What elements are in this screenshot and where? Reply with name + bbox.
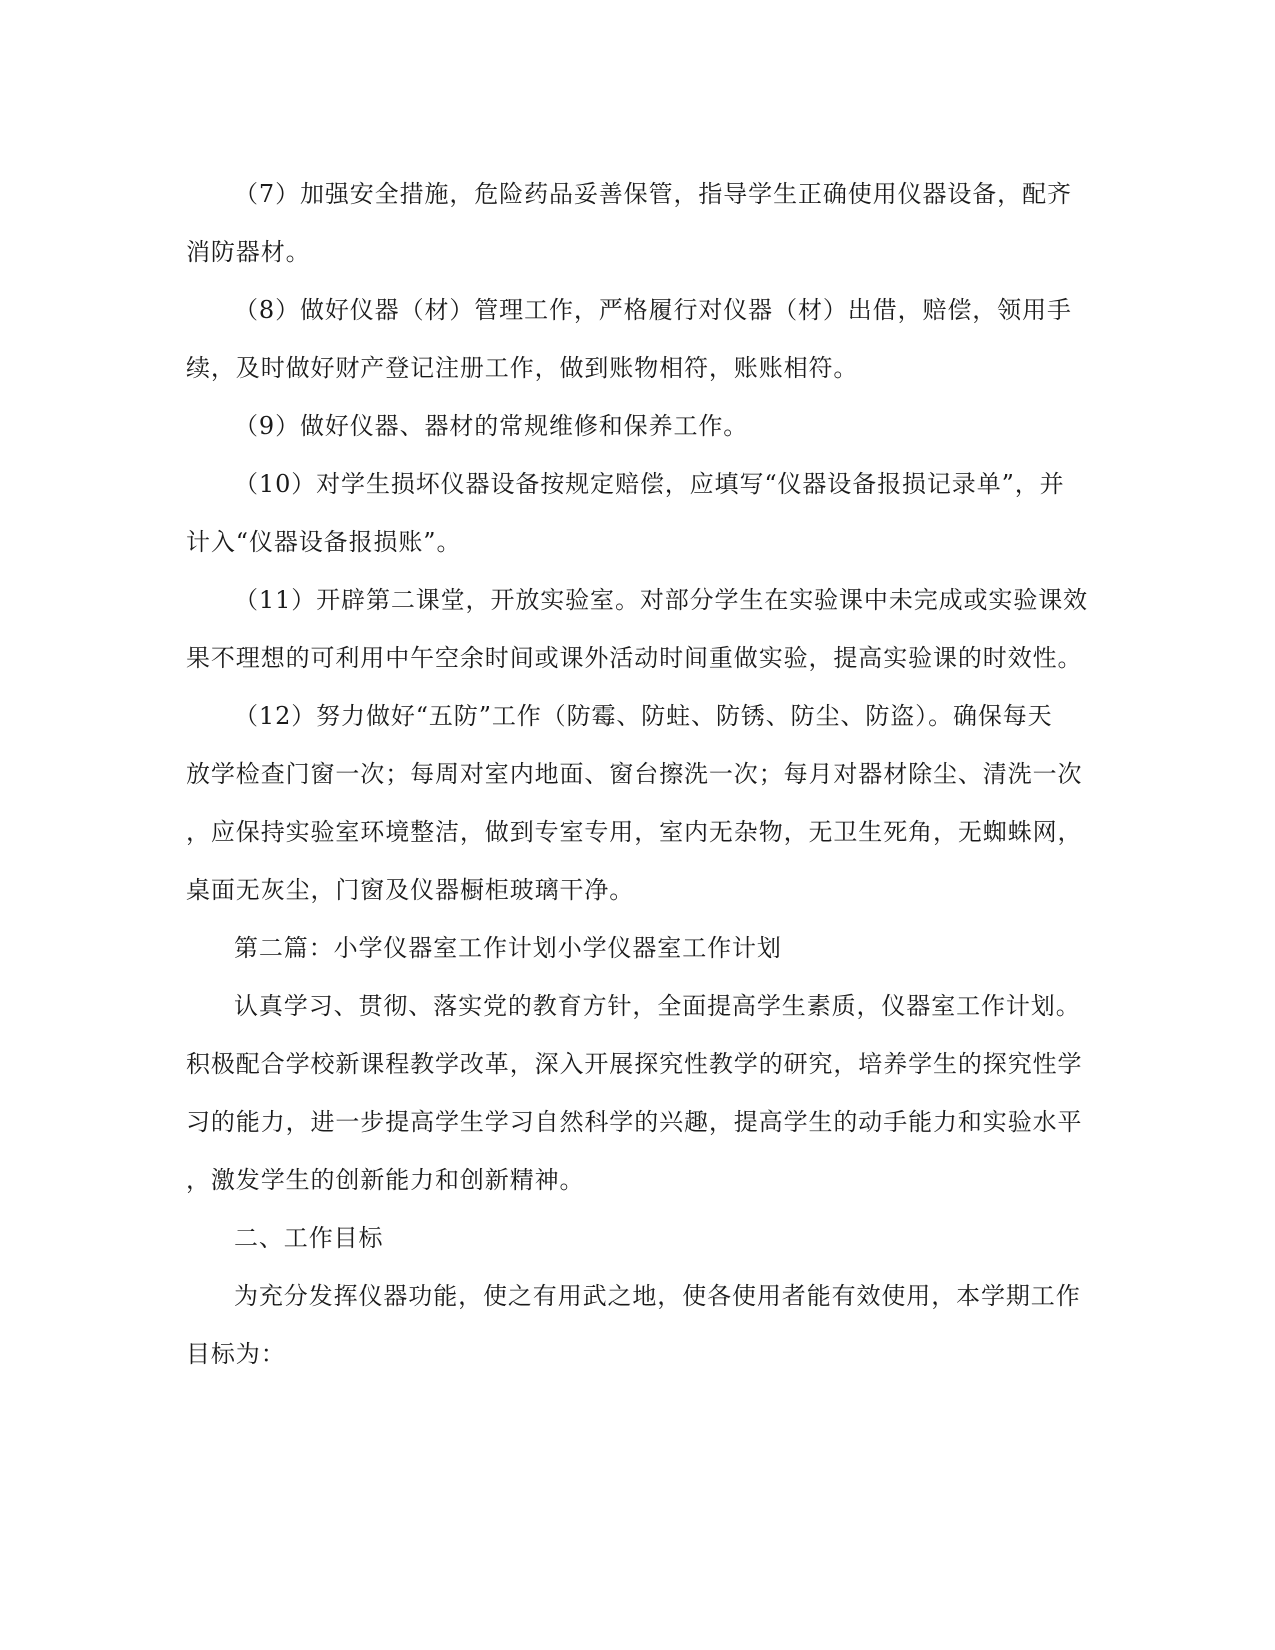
item-8-line-2: 续，及时做好财产登记注册工作，做到账物相符，账账相符。 [186, 354, 859, 382]
item-12-line-2: 放学检查门窗一次；每周对室内地面、窗台擦洗一次；每月对器材除尘、清洗一次 [186, 760, 1083, 788]
item-12-line-3: ，应保持实验室环境整洁，做到专室专用，室内无杂物，无卫生死角，无蜘蛛网， [186, 818, 1083, 846]
item-9-line-1: （9）做好仪器、器材的常规维修和保养工作。 [234, 412, 749, 440]
item-11-line-1: （11）开辟第二课堂，开放实验室。对部分学生在实验课中未完成或实验课效 [234, 586, 1089, 614]
section-heading: 第二篇：小学仪器室工作计划小学仪器室工作计划 [234, 934, 782, 962]
item-12-line-4: 桌面无灰尘，门窗及仪器橱柜玻璃干净。 [186, 876, 635, 904]
goals-line-2: 目标为： [186, 1340, 286, 1368]
item-11-line-2: 果不理想的可利用中午空余时间或课外活动时间重做实验，提高实验课的时效性。 [186, 644, 1083, 672]
intro-line-4: ，激发学生的创新能力和创新精神。 [186, 1166, 585, 1194]
document-body [186, 165, 1089, 1383]
goals-line-1: 为充分发挥仪器功能，使之有用武之地，使各使用者能有效使用，本学期工作 [234, 1282, 1081, 1310]
intro-line-3: 习的能力，进一步提高学生学习自然科学的兴趣，提高学生的动手能力和实验水平 [186, 1108, 1083, 1136]
item-8-line-1: （8）做好仪器（材）管理工作，严格履行对仪器（材）出借，赔偿，领用手 [234, 296, 1072, 324]
item-7-line-2: 消防器材。 [186, 238, 311, 266]
item-10-line-2: 计入“仪器设备报损账”。 [186, 528, 462, 556]
goals-heading: 二、工作目标 [234, 1224, 384, 1252]
intro-line-1: 认真学习、贯彻、落实党的教育方针，全面提高学生素质，仪器室工作计划。 [234, 992, 1081, 1020]
item-10-line-1: （10）对学生损坏仪器设备按规定赔偿，应填写“仪器设备报损记录单”，并 [234, 470, 1065, 498]
intro-line-2: 积极配合学校新课程教学改革，深入开展探究性教学的研究，培养学生的探究性学 [186, 1050, 1083, 1078]
item-12-line-1: （12）努力做好“五防”工作（防霉、防蛀、防锈、防尘、防盗）。确保每天 [234, 702, 1053, 730]
item-7-line-1: （7）加强安全措施，危险药品妥善保管，指导学生正确使用仪器设备，配齐 [234, 180, 1072, 208]
